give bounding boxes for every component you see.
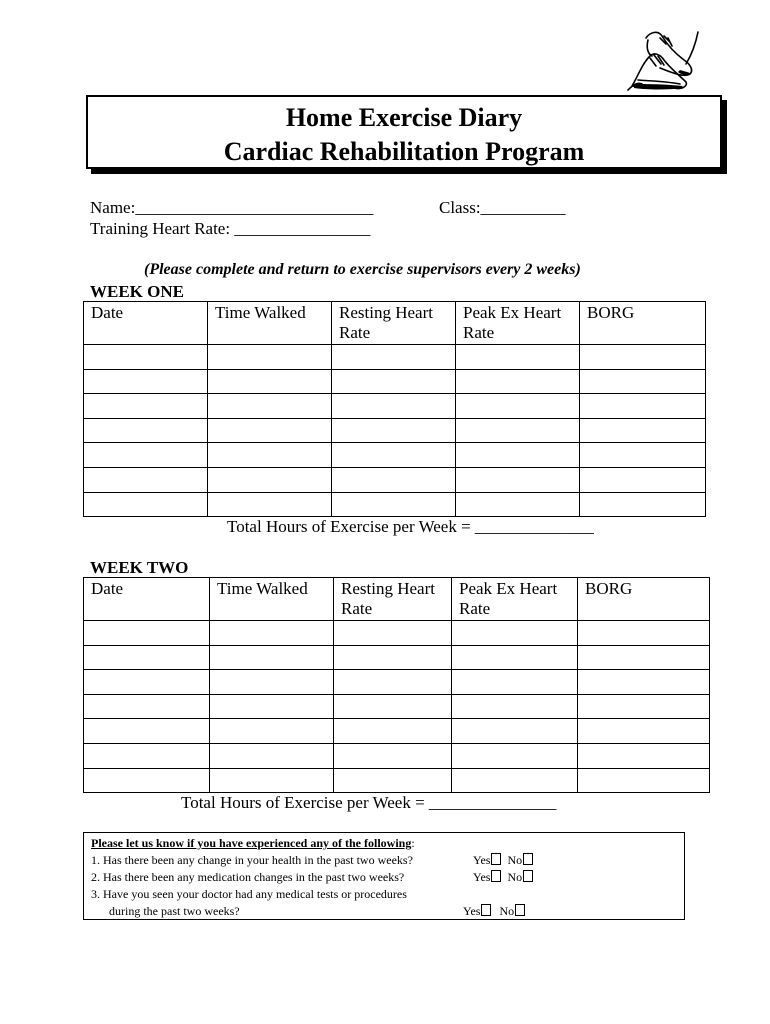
table-cell[interactable]	[210, 670, 334, 695]
table-row	[84, 694, 710, 719]
table-row	[84, 621, 710, 646]
table-cell[interactable]	[578, 768, 710, 793]
table-cell[interactable]	[580, 345, 706, 370]
week-one-table	[83, 301, 706, 517]
table-cell[interactable]	[84, 621, 210, 646]
table-cell[interactable]	[334, 719, 452, 744]
table-cell[interactable]	[332, 492, 456, 517]
table-cell[interactable]	[334, 621, 452, 646]
column-header: Resting Heart Rate	[334, 578, 452, 621]
questions-box	[83, 832, 685, 920]
table-header-row	[84, 578, 710, 621]
table-cell[interactable]	[208, 394, 332, 419]
table-cell[interactable]	[332, 345, 456, 370]
column-header: BORG	[578, 578, 710, 621]
table-cell[interactable]	[210, 719, 334, 744]
table-cell[interactable]	[210, 743, 334, 768]
week-two-table	[83, 577, 710, 793]
no-label: No	[507, 853, 523, 867]
table-cell[interactable]	[334, 645, 452, 670]
column-header: Time Walked	[208, 302, 332, 345]
table-cell[interactable]	[332, 394, 456, 419]
question-text: during the past two weeks?	[91, 904, 240, 918]
column-header: Peak Ex Heart Rate	[456, 302, 580, 345]
week-two-label: WEEK TWO	[90, 558, 189, 577]
table-cell[interactable]	[334, 768, 452, 793]
table-row	[84, 492, 706, 517]
table-cell[interactable]	[332, 418, 456, 443]
table-cell[interactable]	[452, 743, 578, 768]
table-cell[interactable]	[84, 345, 208, 370]
table-cell[interactable]	[456, 418, 580, 443]
table-cell[interactable]	[580, 467, 706, 492]
question-item	[91, 869, 684, 886]
running-shoes-icon	[624, 24, 702, 94]
table-row	[84, 369, 706, 394]
class-field[interactable]: Class:__________	[439, 198, 566, 217]
no-checkbox[interactable]	[523, 853, 533, 865]
table-cell[interactable]	[84, 670, 210, 695]
table-cell[interactable]	[452, 719, 578, 744]
table-cell[interactable]	[580, 492, 706, 517]
week-two-total[interactable]: Total Hours of Exercise per Week = _______________	[181, 793, 557, 812]
table-row	[84, 345, 706, 370]
table-cell[interactable]	[578, 670, 710, 695]
table-cell[interactable]	[84, 467, 208, 492]
table-cell[interactable]	[578, 743, 710, 768]
table-cell[interactable]	[578, 621, 710, 646]
table-cell[interactable]	[580, 443, 706, 468]
table-cell[interactable]	[84, 394, 208, 419]
table-cell[interactable]	[208, 467, 332, 492]
question-text: 3. Have you seen your doctor had any medical tests or procedures	[91, 887, 407, 901]
week-one-total[interactable]: Total Hours of Exercise per Week = ______________	[227, 517, 594, 536]
table-cell[interactable]	[84, 694, 210, 719]
table-cell[interactable]	[332, 369, 456, 394]
table-cell[interactable]	[208, 369, 332, 394]
instruction-text: (Please complete and return to exercise supervisors every 2 weeks)	[144, 261, 581, 278]
no-label: No	[507, 870, 523, 884]
yes-label: Yes	[473, 870, 491, 884]
table-cell[interactable]	[456, 345, 580, 370]
column-header: Date	[84, 578, 210, 621]
table-cell[interactable]	[452, 768, 578, 793]
question-item	[91, 852, 684, 869]
column-header: Peak Ex Heart Rate	[452, 578, 578, 621]
table-cell[interactable]	[452, 670, 578, 695]
yes-checkbox[interactable]	[491, 853, 501, 865]
table-cell[interactable]	[578, 645, 710, 670]
table-cell[interactable]	[84, 418, 208, 443]
week-one-label: WEEK ONE	[90, 282, 184, 301]
no-checkbox[interactable]	[515, 904, 525, 916]
table-cell[interactable]	[452, 694, 578, 719]
name-field[interactable]: Name:____________________________	[90, 198, 374, 217]
table-row	[84, 467, 706, 492]
table-cell[interactable]	[452, 621, 578, 646]
yes-label: Yes	[463, 904, 481, 918]
column-header: Time Walked	[210, 578, 334, 621]
table-cell[interactable]	[456, 492, 580, 517]
table-cell[interactable]	[208, 492, 332, 517]
training-heart-rate-field[interactable]: Training Heart Rate: ________________	[90, 219, 371, 238]
table-cell[interactable]	[208, 443, 332, 468]
table-cell[interactable]	[334, 670, 452, 695]
table-cell[interactable]	[84, 645, 210, 670]
column-header: Resting Heart Rate	[332, 302, 456, 345]
table-cell[interactable]	[210, 645, 334, 670]
table-cell[interactable]	[456, 467, 580, 492]
table-cell[interactable]	[334, 743, 452, 768]
page-title: Home Exercise Diary	[285, 103, 523, 132]
table-row	[84, 443, 706, 468]
table-cell[interactable]	[578, 694, 710, 719]
table-cell[interactable]	[84, 369, 208, 394]
table-cell[interactable]	[208, 418, 332, 443]
table-cell[interactable]	[580, 394, 706, 419]
table-cell[interactable]	[578, 719, 710, 744]
question-item	[91, 903, 684, 920]
questions-heading-suffix: :	[411, 836, 415, 850]
title-box	[86, 95, 722, 169]
table-cell[interactable]	[332, 467, 456, 492]
question-text: 2. Has there been any medication changes in the past two weeks?	[91, 870, 405, 884]
question-item	[91, 886, 684, 903]
table-header-row	[84, 302, 706, 345]
table-row	[84, 645, 710, 670]
table-cell[interactable]	[84, 719, 210, 744]
table-cell[interactable]	[210, 694, 334, 719]
yes-checkbox[interactable]	[491, 870, 501, 882]
yes-label: Yes	[473, 853, 491, 867]
no-checkbox[interactable]	[523, 870, 533, 882]
table-cell[interactable]	[210, 768, 334, 793]
table-cell[interactable]	[84, 743, 210, 768]
question-text: 1. Has there been any change in your health in the past two weeks?	[91, 853, 413, 867]
table-row	[84, 743, 710, 768]
column-header: BORG	[580, 302, 706, 345]
table-cell[interactable]	[84, 768, 210, 793]
table-row	[84, 670, 710, 695]
table-cell[interactable]	[456, 443, 580, 468]
questions-heading: Please let us know if you have experienced any of the following	[91, 836, 412, 850]
table-row	[84, 768, 710, 793]
table-cell[interactable]	[452, 645, 578, 670]
table-cell[interactable]	[210, 621, 334, 646]
table-cell[interactable]	[456, 369, 580, 394]
table-cell[interactable]	[84, 492, 208, 517]
table-cell[interactable]	[580, 418, 706, 443]
no-label: No	[499, 904, 515, 918]
table-cell[interactable]	[84, 443, 208, 468]
table-cell[interactable]	[208, 345, 332, 370]
table-cell[interactable]	[580, 369, 706, 394]
table-row	[84, 394, 706, 419]
page-subtitle: Cardiac Rehabilitation Program	[223, 137, 585, 166]
yes-checkbox[interactable]	[481, 904, 491, 916]
table-row	[84, 719, 710, 744]
table-cell[interactable]	[332, 443, 456, 468]
table-cell[interactable]	[456, 394, 580, 419]
table-cell[interactable]	[334, 694, 452, 719]
table-row	[84, 418, 706, 443]
column-header: Date	[84, 302, 208, 345]
